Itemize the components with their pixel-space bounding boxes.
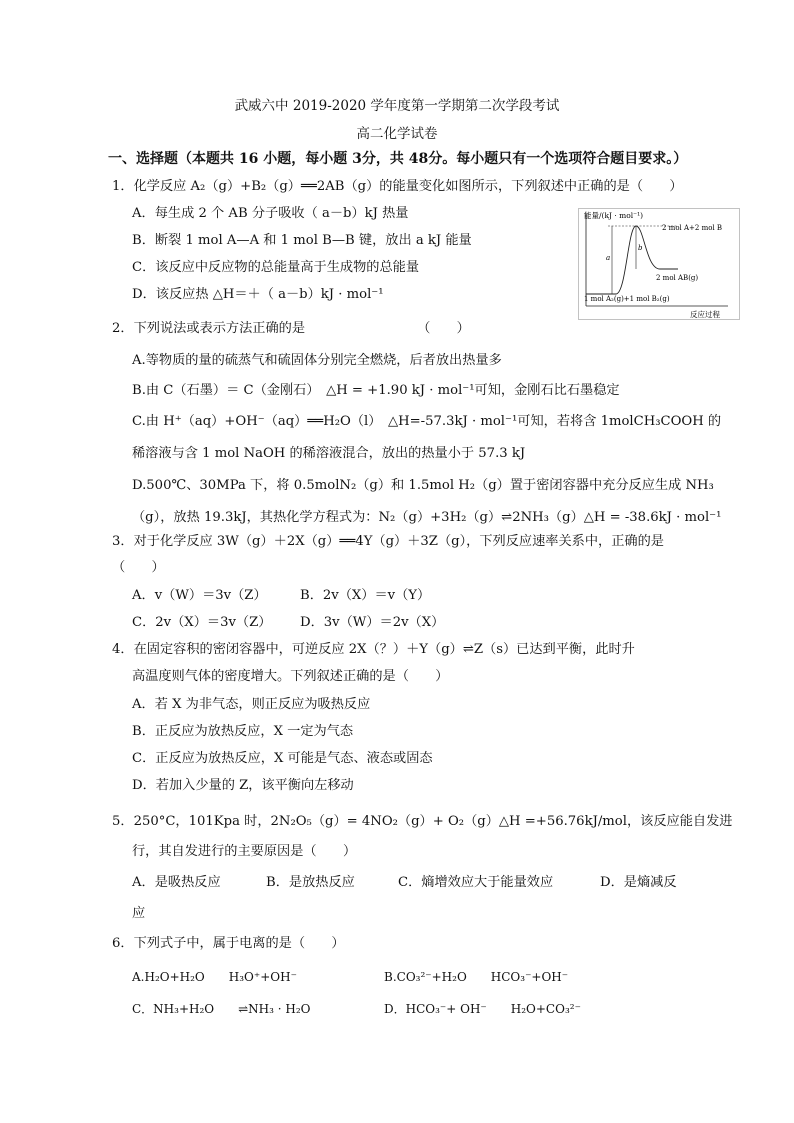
q3-stem-cont: （ ） <box>112 560 165 575</box>
top-level-label: 2 mol A+2 mol B <box>662 224 723 232</box>
energy-diagram <box>578 208 740 320</box>
q1-option-a: A．每生成 2 个 AB 分子吸收（ a－b）kJ 热量 <box>132 206 409 221</box>
q5-option-b: B．是放热反应 <box>266 875 355 890</box>
q2-line-c: C.由 H⁺（aq）+OH⁻（aq）══H₂O（l） △H=-57.3kJ · mol⁻¹可知，若将含 1molCH₃COOH 的 <box>132 414 722 429</box>
q5-stem: 5．250°C，101Kpa 时，2N₂O₅（g）= 4NO₂（g）+ O₂（g）△H =+56.76kJ/mol，该反应能自发进 <box>112 814 733 829</box>
y-axis-label: 能量/(kJ · mol⁻¹) <box>584 211 644 220</box>
q4-option-a: A．若 X 为非气态，则正反应为吸热反应 <box>132 697 371 712</box>
q4-stem-cont: 高温度则气体的密度增大。下列叙述正确的是（ ） <box>132 669 449 684</box>
q6-option-d: D．HCO₃⁻+ OH⁻ H₂O+CO₃²⁻ <box>384 1002 581 1016</box>
reactant-level-label: 1 mol A₂(g)+1 mol B₂(g) <box>584 295 670 303</box>
q1-option-c: C．该反应中反应物的总能量高于生成物的总能量 <box>132 260 420 275</box>
q3-option-d: D．3v（W）＝2v（X） <box>300 615 445 630</box>
q4-option-c: C．正反应为放热反应，X 可能是气态、液态或固态 <box>132 751 433 766</box>
q5-option-d-cont: 应 <box>132 906 146 921</box>
a-label: a <box>606 254 611 262</box>
q4-option-b: B．正反应为放热反应，X 一定为气态 <box>132 724 354 739</box>
q2-line-c-cont: 稀溶液与含 1 mol NaOH 的稀溶液混合，放出的热量小于 57.3 kJ <box>132 446 526 461</box>
q3-option-c: C．2v（X）＝3v（Z） <box>132 615 272 630</box>
q2-line-d-cont: （g），放热 19.3kJ，其热化学方程式为：N₂（g）+3H₂（g）⇌2NH₃（g）△H = -38.6kJ · mol⁻¹ <box>132 510 722 525</box>
q2-line-d: D.500℃、30MPa 下，将 0.5molN₂（g）和 1.5mol H₂（g）置于密闭容器中充分反应生成 NH₃ <box>132 478 714 493</box>
q1-option-d: D．该反应热 △H＝＋（ a－b）kJ · mol⁻¹ <box>132 287 384 302</box>
exam-title: 武威六中 2019-2020 学年度第一学期第二次学段考试 <box>234 98 560 114</box>
q3-stem: 3．对于化学反应 3W（g）＋2X（g）══4Y（g）＋3Z（g），下列反应速率关系中，正确的是 <box>112 534 664 549</box>
q1-stem: 1．化学反应 A₂（g）+B₂（g）══2AB（g）的能量变化如图所示，下列叙述中正确的是（ ） <box>112 179 683 194</box>
q5-option-c: C．熵增效应大于能量效应 <box>398 875 554 890</box>
q4-stem: 4．在固定容积的密闭容器中，可逆反应 2X（？）＋Y（g）⇌Z（s）已达到平衡，此时升 <box>112 642 635 657</box>
q6-stem: 6．下列式子中，属于电离的是（ ） <box>112 936 345 951</box>
q2-line-b: B.由 C（石墨）＝ C（金刚石） △H = +1.90 kJ · mol⁻¹可知，金刚石比石墨稳定 <box>132 383 620 398</box>
q6-option-a: A.H₂O+H₂O H₃O⁺+OH⁻ <box>132 970 297 984</box>
q2-line-a: A.等物质的量的硫蒸气和硫固体分别完全燃烧，后者放出热量多 <box>132 353 502 368</box>
q5-stem-cont: 行，其自发进行的主要原因是（ ） <box>132 844 357 859</box>
q1-option-b: B．断裂 1 mol A—A 和 1 mol B—B 键，放出 a kJ 能量 <box>132 233 472 248</box>
q6-option-c: C．NH₃+H₂O ⇌NH₃ · H₂O <box>132 1002 311 1016</box>
q4-option-d: D．若加入少量的 Z，该平衡向左移动 <box>132 778 354 793</box>
b-label: b <box>638 244 643 252</box>
product-level-label: 2 mol AB(g) <box>656 274 699 282</box>
q6-option-b: B.CO₃²⁻+H₂O HCO₃⁻+OH⁻ <box>384 970 569 984</box>
q5-option-d: D．是熵减反 <box>600 875 677 890</box>
q2-stem: 2．下列说法或表示方法正确的是 （ ） <box>112 321 470 336</box>
q3-option-b: B．2v（X）＝v（Y） <box>300 588 431 603</box>
exam-subtitle: 高二化学试卷 <box>356 126 438 142</box>
section-heading: 一、选择题（本题共 16 小题，每小题 3分，共 48分。每小题只有一个选项符合题目要求。） <box>108 151 688 167</box>
q3-option-a: A．v（W）＝3v（Z） <box>132 588 267 603</box>
x-axis-label: 反应过程 <box>690 310 720 319</box>
q5-option-a: A．是吸热反应 <box>132 875 221 890</box>
